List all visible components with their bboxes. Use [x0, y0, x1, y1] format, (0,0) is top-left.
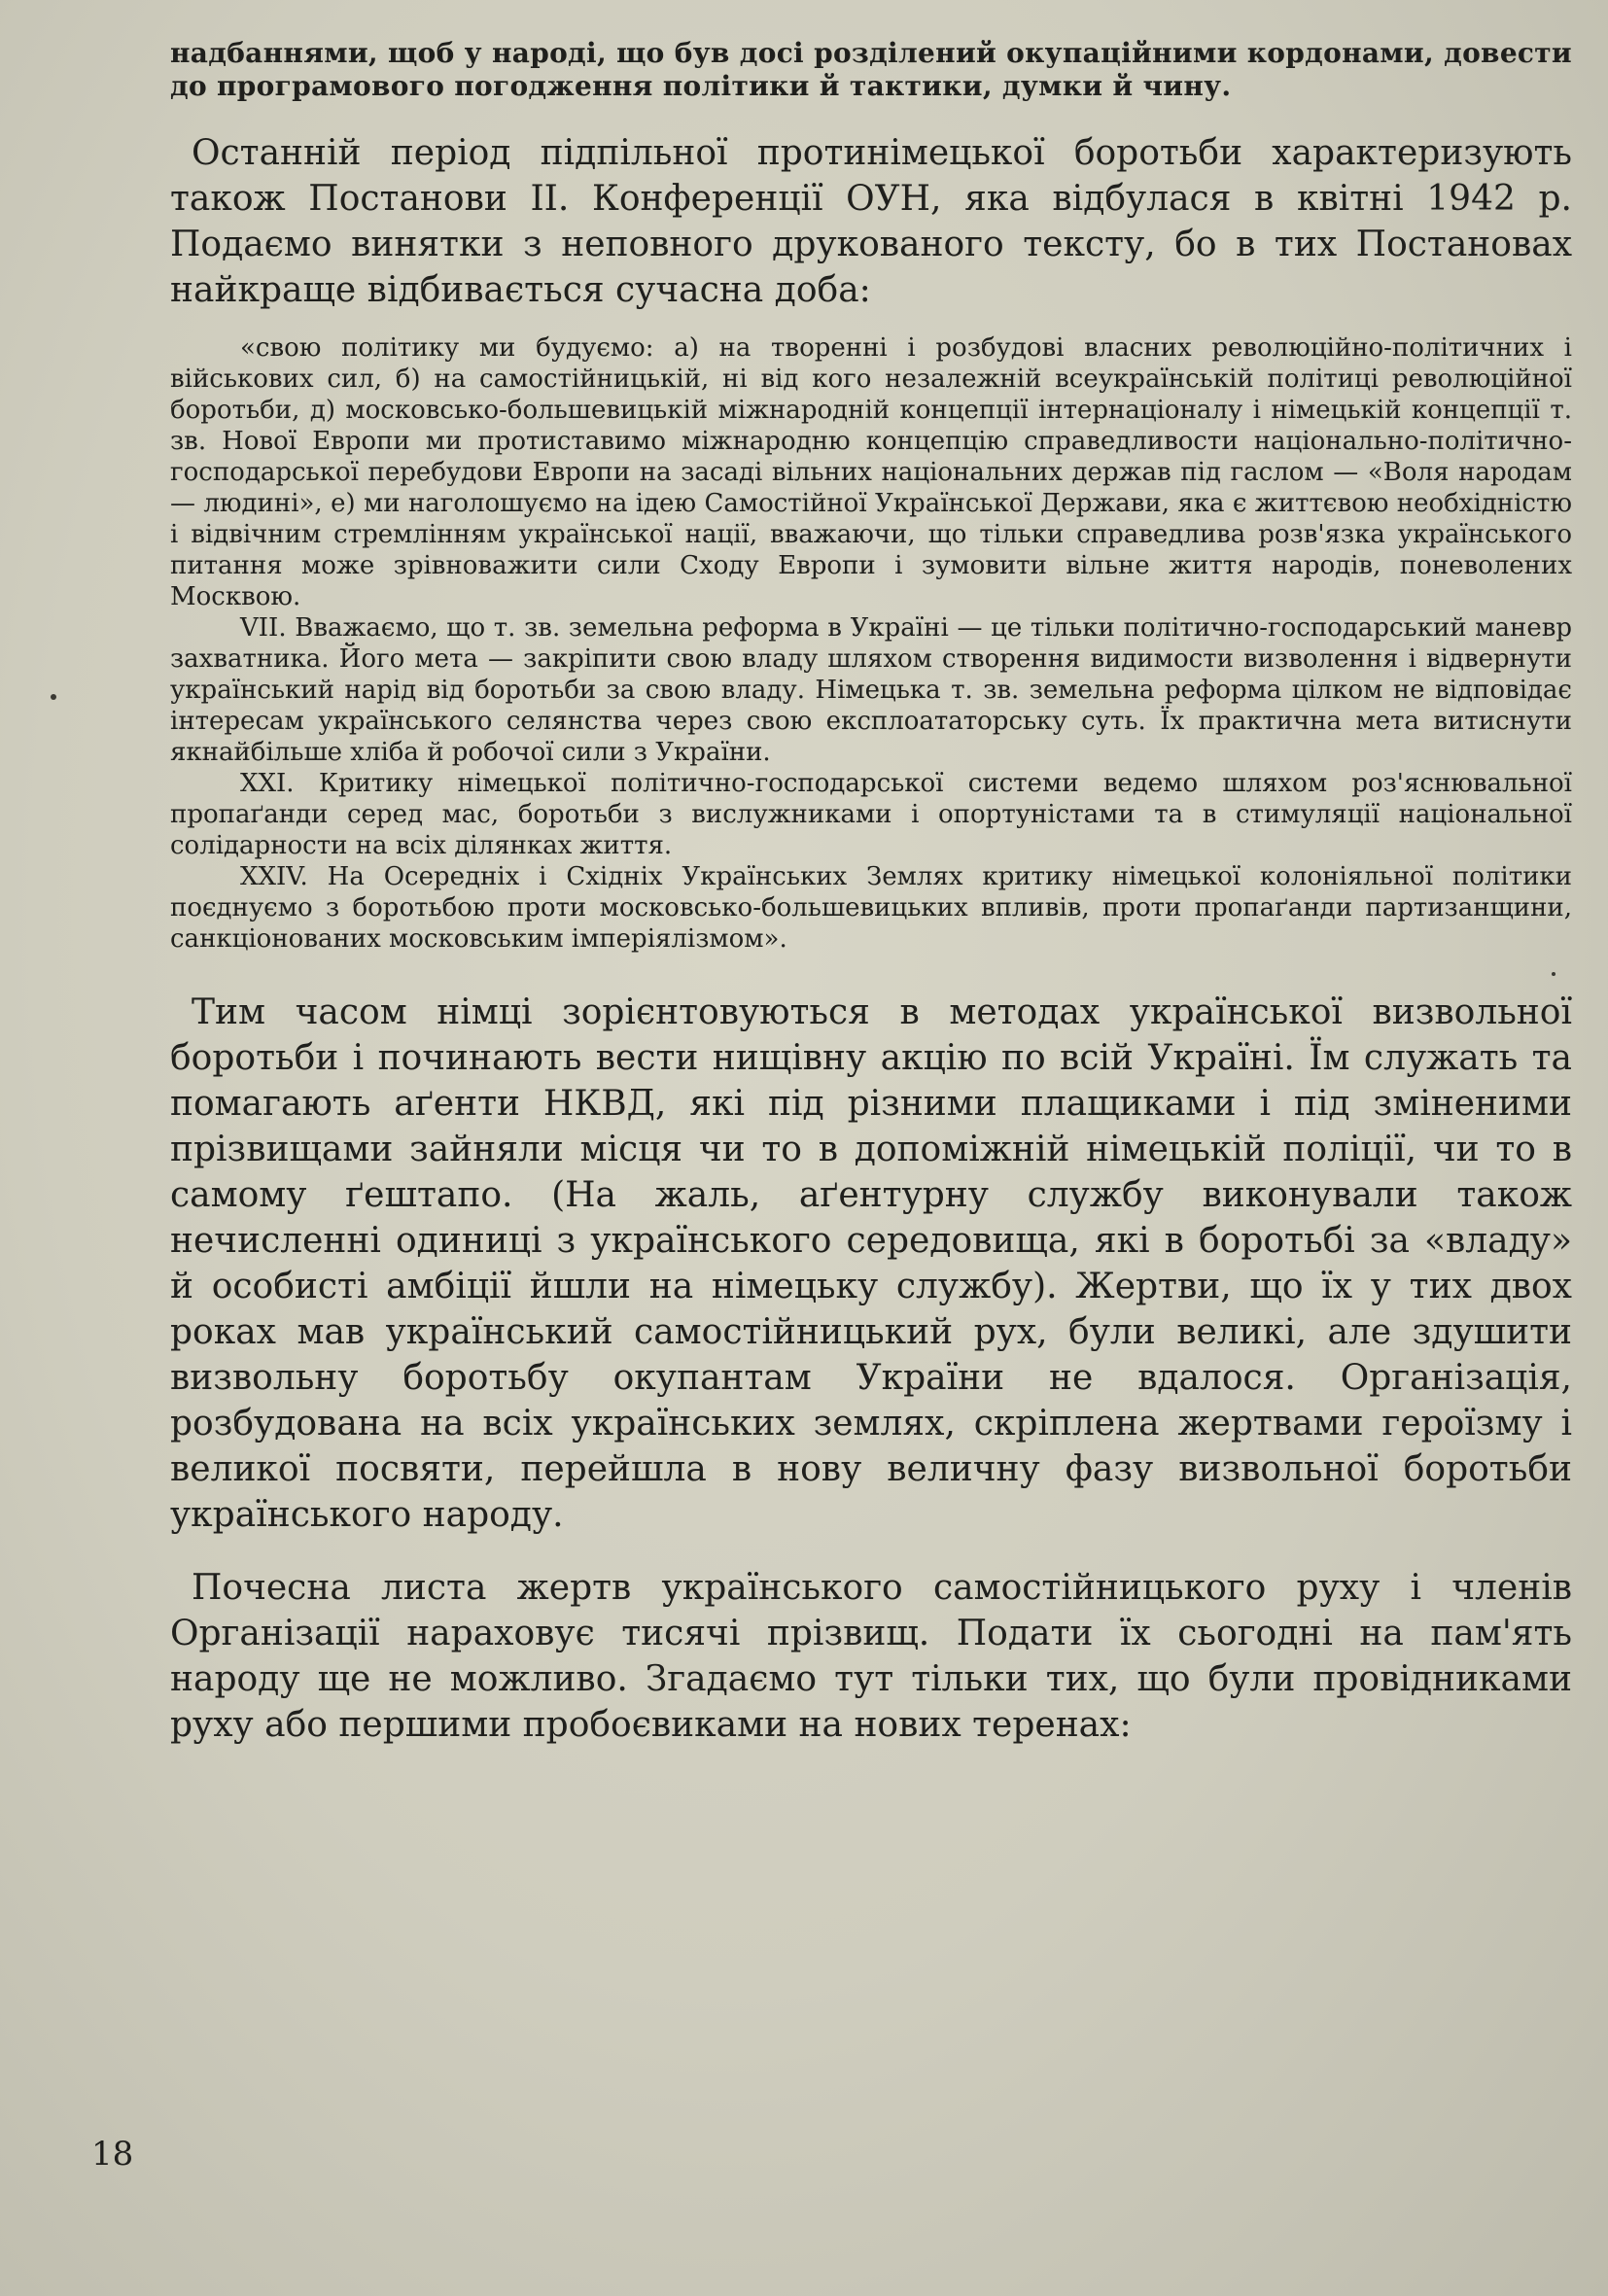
quote-land-reform: VII. Вважаємо, що т. зв. земельна реформа в Україні — це тільки політично-господарський маневр захватника. Його мета — закріпити свою владу шляхом створення видимости визволення і відвернути український нарід від боротьби за свою владу. Німецька т. зв. земельна реформа цілком не відповідає інтересам українського селянства через свою експлоататорську суть. Їх практична мета витиснути якнайбільше хліба й робочої сили з України.: [170, 613, 1572, 767]
lead-paragraph: надбаннями, щоб у народі, що був досі розділений окупаційними кордонами, довести до програмового погодження політики й тактики, думки й чину.: [170, 37, 1572, 102]
page-text-column: [170, 37, 1572, 1748]
page-number: 18: [91, 2135, 134, 2174]
quote-eastern-lands: XXIV. На Осередніх і Східніх Українських Землях критику німецької колоніяльної політики поєднуємо з боротьбою проти московсько-большевицьких впливів, проти пропаґанди партизанщини, санкціонованих московським імперіялізмом».: [170, 862, 1572, 954]
paragraph-conference: Останній період підпільної протинімецької боротьби характеризують також Постанови II. Конференції ОУН, яка відбулася в квітні 1942 р. Подаємо винятки з неповного друкованого тексту, бо в тих Постановах найкраще відбивається сучасна доба:: [170, 133, 1572, 310]
paragraph-german-methods: Тим часом німці зорієнтовуються в методах української визвольної боротьби і починають вести нищівну акцію по всій Україні. Їм служать та помагають аґенти НКВД, які під різними плащиками і під зміненими прізвищами зайняли місця чи то в допоміжній німецькій поліції, чи то в самому ґештапо. (На жаль, аґентурну службу виконували також нечисленні одиниці з українського середовища, які в боротьбі за «владу» й особисті амбіції йшли на німецьку службу). Жертви, що їх у тих двох роках мав український самостійницький рух, були великі, але здушити визвольну боротьбу окупантам України не вдалося. Організація, розбудована на всіх українських землях, скріплена жертвами героїзму і великої посвяти, перейшла в нову величну фазу визвольної боротьби українського народу.: [170, 992, 1572, 1535]
ink-speck: [51, 694, 56, 700]
quote-critique: XXI. Критику німецької політично-господарської системи ведемо шляхом роз'яснювальної пропаґанди серед мас, боротьби з вислужниками і опортуністами та в стимуляції національної солідарности на всіх ділянках життя.: [170, 769, 1572, 860]
quote-policy: «свою політику ми будуємо: а) на творенні і розбудові власних революційно-політичних і військових сил, б) на самостійницькій, ні від кого незалежній всеукраїнській політиці революційної боротьби, д) московсько-большевицькій міжнародній концепції інтернаціоналу і німецькій концепції т. зв. Нової Европи ми протиставимо міжнародню концепцію справедливости національно-політично-господарської перебудови Европи на засаді вільних національних держав під гаслом — «Воля народам — людині», е) ми наголошуємо на ідею Самостійної Української Держави, яка є життєвою необхідністю і відвічним стремлінням української нації, вважаючи, що тільки справедлива розв'язка українського питання може зрівноважити сили Сходу Европи і зумовити вільне життя народів, поневолених Москвою.: [170, 333, 1572, 611]
ink-speck: [1552, 972, 1556, 976]
paragraph-honor-list: Почесна листа жертв українського самостійницького руху і членів Організації нараховує тисячі прізвищ. Подати їх сьогодні на пам'ять народу ще не можливо. Згадаємо тут тільки тих, що були провідниками руху або першими пробоєвиками на нових теренах:: [170, 1568, 1572, 1745]
